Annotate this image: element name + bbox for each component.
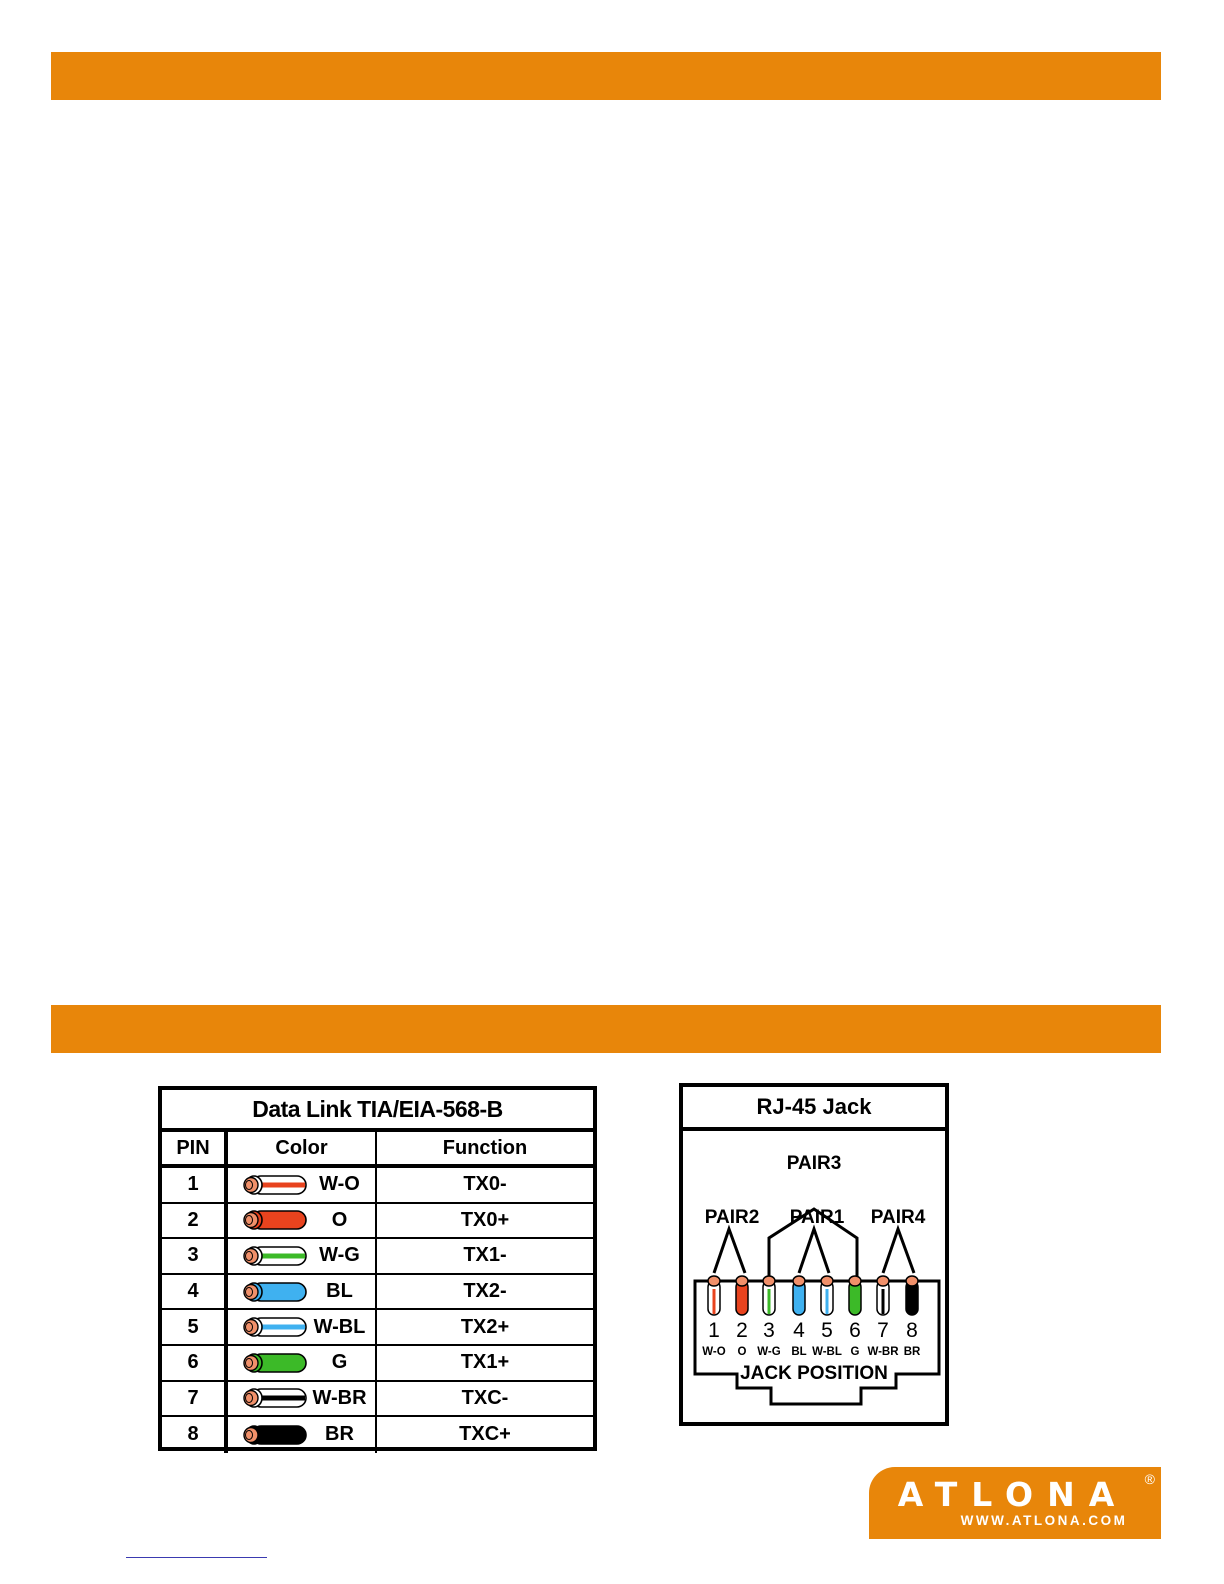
color-cell [228, 1310, 377, 1344]
wire-tip [849, 1276, 861, 1286]
pin-number: 3 [162, 1239, 228, 1273]
function-cell: TX2- [463, 1280, 507, 1303]
logo-registered: ® [1144, 1471, 1155, 1487]
pair1-connector [799, 1229, 829, 1273]
pin-number: 7 [162, 1382, 228, 1416]
wire-icon [238, 1281, 310, 1303]
wire-stripe [713, 1289, 716, 1314]
wiring-table [158, 1086, 597, 1451]
color-code: W-G [319, 1244, 360, 1267]
wire-tip [906, 1276, 918, 1286]
position-color-code: BR [903, 1346, 921, 1358]
color-code: BL [326, 1280, 353, 1303]
wire-icon [238, 1387, 310, 1409]
position-color-code: W-BL [812, 1346, 842, 1358]
table-row [162, 1417, 593, 1453]
table-body [162, 1168, 593, 1453]
position-number: 7 [877, 1319, 889, 1342]
wire-stripe [882, 1289, 885, 1314]
header-function: Function [442, 1136, 528, 1159]
color-code: W-BR [312, 1386, 367, 1409]
pair2-connector [714, 1229, 745, 1273]
table-row [162, 1239, 593, 1275]
color-code: BR [325, 1423, 354, 1446]
wire-icon [238, 1245, 310, 1267]
table-row [162, 1275, 593, 1311]
function-cell: TXC+ [459, 1423, 511, 1446]
color-cell [228, 1168, 377, 1202]
footer-rule [126, 1557, 267, 1558]
position-color-code: BL [791, 1346, 807, 1358]
color-cell [228, 1275, 377, 1309]
position-color-code: O [737, 1346, 747, 1358]
pair-label: PAIR3 [786, 1153, 842, 1174]
position-color-code: G [850, 1346, 860, 1358]
color-cell [228, 1239, 377, 1273]
function-cell: TX0- [463, 1173, 507, 1196]
rj45-jack-diagram [679, 1083, 949, 1426]
function-cell: TX1- [463, 1244, 507, 1267]
position-number: 5 [821, 1319, 833, 1342]
table-header-row [162, 1132, 593, 1168]
function-cell: TXC- [461, 1386, 509, 1409]
wire-icon [238, 1209, 310, 1231]
table-row [162, 1310, 593, 1346]
jack-position-label: JACK POSITION [740, 1363, 888, 1384]
pin-number: 4 [162, 1275, 228, 1309]
jack-outline [695, 1281, 939, 1404]
wire-tip [763, 1276, 775, 1286]
wire-tip [821, 1276, 833, 1286]
pair-label: PAIR2 [704, 1207, 760, 1228]
pin-number: 5 [162, 1310, 228, 1344]
table-row [162, 1168, 593, 1204]
position-number: 1 [708, 1319, 720, 1342]
pin-number: 1 [162, 1168, 228, 1202]
wire-icon [238, 1424, 310, 1446]
header-color: Color [228, 1132, 377, 1164]
function-cell: TX2+ [460, 1315, 510, 1338]
atlona-logo [869, 1467, 1161, 1539]
jack-drawing [683, 1131, 945, 1422]
wire-icon [238, 1352, 310, 1374]
logo-brand: ATLONA [897, 1475, 1129, 1514]
pin-number: 2 [162, 1204, 228, 1238]
section-header-bar [51, 52, 1161, 100]
rj45-title: RJ-45 Jack [683, 1087, 945, 1131]
color-code: W-O [319, 1173, 360, 1196]
position-number: 3 [763, 1319, 775, 1342]
position-number: 6 [849, 1319, 861, 1342]
wire-tip [708, 1276, 720, 1286]
position-number: 4 [793, 1319, 805, 1342]
color-cell [228, 1204, 377, 1238]
logo-url: WWW.ATLONA.COM [960, 1513, 1128, 1528]
pair-label: PAIR1 [789, 1207, 845, 1228]
wire-stripe [768, 1289, 771, 1314]
pair4-connector [883, 1229, 914, 1273]
table-row [162, 1382, 593, 1418]
color-cell [228, 1382, 377, 1416]
pair-label: PAIR4 [870, 1207, 926, 1228]
color-code: O [331, 1208, 348, 1231]
pin-number: 8 [162, 1417, 228, 1453]
table-row [162, 1204, 593, 1240]
color-cell [228, 1346, 377, 1380]
table-title: Data Link TIA/EIA-568-B [162, 1090, 593, 1132]
color-code: G [331, 1351, 348, 1374]
wire-icon [238, 1174, 310, 1196]
wire-icon [238, 1316, 310, 1338]
wire-stripe [826, 1289, 829, 1314]
section-header-bar [51, 1005, 1161, 1053]
wire-tip [736, 1276, 748, 1286]
position-color-code: W-BR [867, 1346, 899, 1358]
wire-tip [877, 1276, 889, 1286]
wire-tip [793, 1276, 805, 1286]
color-code: W-BL [313, 1315, 366, 1338]
position-color-code: W-G [757, 1346, 781, 1358]
position-color-code: W-O [702, 1346, 726, 1358]
function-cell: TX0+ [460, 1208, 510, 1231]
table-row [162, 1346, 593, 1382]
header-pin: PIN [162, 1132, 228, 1164]
pin-number: 6 [162, 1346, 228, 1380]
color-cell [228, 1417, 377, 1453]
position-number: 8 [906, 1319, 918, 1342]
position-number: 2 [736, 1319, 748, 1342]
function-cell: TX1+ [460, 1351, 510, 1374]
